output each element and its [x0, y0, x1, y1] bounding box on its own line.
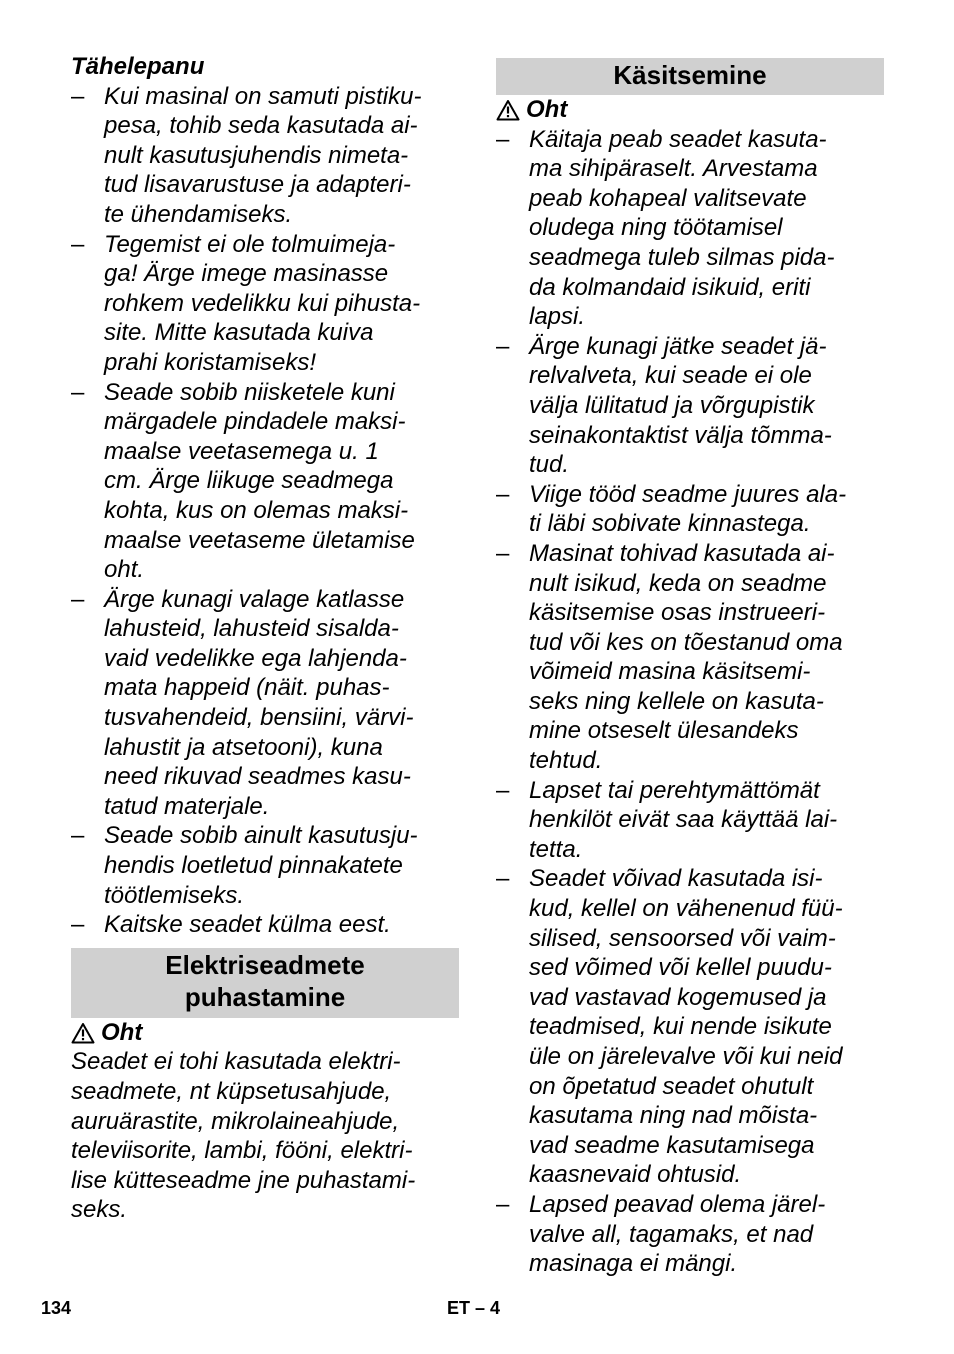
list-item [71, 585, 459, 822]
list-item-line: on õpetatud seadet ohutult [529, 1072, 814, 1100]
list-item-line: lahusteid, lahusteid sisalda- [104, 615, 399, 643]
list-item-line: Seade sobib ainult kasutusju- [104, 822, 418, 850]
dash-bullet: – [496, 1190, 510, 1218]
list-item-line: Kui masinal on samuti pistiku- [104, 82, 422, 110]
left-column [71, 52, 459, 1225]
dash-bullet: – [71, 82, 85, 110]
list-item-line: lapsi. [529, 303, 586, 331]
dash-bullet: – [71, 585, 85, 613]
danger-label-text: Oht [101, 1018, 143, 1046]
warning-triangle-icon [71, 1022, 95, 1044]
list-item-line: maalse veetaseme ületamise [104, 526, 415, 554]
list-item [496, 332, 884, 480]
list-item-line: sed võimed või kellel puudu- [529, 954, 832, 982]
list-item-line: need rikuvad seadmes kasu- [104, 763, 411, 791]
attention-title: Tähelepanu [71, 53, 205, 80]
list-item-line: välja lülitatud ja võrgupistik [529, 391, 815, 419]
list-item-line: Kaitske seadet külma eest. [104, 911, 391, 939]
list-item [496, 125, 884, 332]
list-item-line: tetta. [529, 835, 583, 863]
list-item-line: üle on järelevalve või kui neid [529, 1043, 843, 1070]
list-item-line: vad vastavad kogemused ja [529, 983, 827, 1011]
danger-paragraph [71, 1047, 459, 1225]
list-item-line: seks ning kellele on kasuta- [529, 687, 824, 715]
dash-bullet: – [71, 230, 85, 258]
paragraph-line: seks. [71, 1196, 128, 1224]
dash-bullet: – [71, 378, 85, 406]
list-item-line: Viige tööd seadme juures ala- [529, 480, 847, 508]
list-item-line: vad seadme kasutamisega [529, 1131, 815, 1159]
list-item-line: märgadele pindadele maksi- [104, 408, 406, 436]
right-column [496, 52, 884, 1279]
list-item-line: võimeid masina käsitsemi- [529, 658, 811, 686]
list-item-line: henkilöt eivät saa käyttää lai- [529, 806, 838, 834]
list-item-line: oht. [104, 556, 145, 584]
list-item-line: prahi koristamiseks! [104, 348, 317, 376]
list-item-line: silised, sensoorsed või vaim- [529, 924, 836, 952]
list-item-line: Ärge kunagi valage katlasse [104, 585, 405, 613]
list-item [496, 776, 884, 865]
list-item-line: Seade sobib niisketele kuni [104, 378, 395, 406]
list-item-line: töötlemiseks. [104, 881, 245, 909]
list-item [496, 480, 884, 539]
list-item [71, 230, 459, 378]
heading-line: Elektriseadmete [165, 949, 365, 980]
list-item-line: cm. Ärge liikuge seadmega [104, 467, 394, 495]
section-heading-handling: Käsitsemine [496, 58, 884, 95]
list-item-line: seinakontaktist välja tõmma- [529, 421, 832, 449]
paragraph-line: auruärastite, mikrolaineahjude, [71, 1107, 400, 1135]
list-item-line: oludega ning töötamisel [529, 214, 783, 242]
list-item-line: kasutama ning nad mõista- [529, 1102, 818, 1130]
paragraph-line: lise kütteseadme jne puhastami- [71, 1166, 416, 1194]
list-item-line: hendis loetletud pinnakatete [104, 852, 403, 880]
list-item [496, 1190, 884, 1279]
paragraph-line: televiisorite, lambi, fööni, elektri- [71, 1137, 413, 1165]
danger-label [496, 95, 884, 125]
list-item-line: Tegemist ei ole tolmuimeja- [104, 230, 396, 258]
footer-section-label: ET – 4 [447, 1298, 501, 1318]
list-item-line: peab kohapeal valitsevate [529, 184, 807, 212]
warning-triangle-icon [496, 99, 520, 121]
list-item [71, 910, 459, 940]
list-item-line: nult kasutusjuhendis nimeta- [104, 141, 409, 169]
list-item-line: kud, kellel on vähenenud füü- [529, 895, 843, 923]
list-item-line: ma sihipäraselt. Arvestama [529, 155, 818, 183]
list-item-line: kaasnevaid ohtusid. [529, 1161, 742, 1189]
dash-bullet: – [496, 332, 510, 360]
list-item-line: relvalveta, kui seade ei ole [529, 362, 812, 390]
list-item-line: teadmised, kui nende isikute [529, 1013, 832, 1041]
danger-label-text: Oht [526, 96, 568, 123]
list-item-line: ti läbi sobivate kinnastega. [529, 510, 811, 538]
list-item-line: te ühendamiseks. [104, 200, 293, 228]
list-item [496, 864, 884, 1190]
dash-bullet: – [496, 539, 510, 567]
list-item-line: Lapset tai perehtymättömät [529, 776, 820, 804]
list-item-line: kohta, kus on olemas maksi- [104, 496, 409, 524]
dash-bullet: – [71, 911, 85, 939]
list-item-line: tehtud. [529, 747, 603, 775]
list-item [71, 82, 459, 230]
paragraph-line: seadmete, nt küpsetusahjude, [71, 1078, 392, 1105]
list-item [496, 539, 884, 776]
list-item-line: lahustit ja atsetooni), kuna [104, 733, 383, 761]
list-item-line: nult isikud, keda on seadme [529, 569, 827, 597]
dash-bullet: – [496, 865, 510, 893]
dash-bullet: – [496, 125, 510, 153]
attention-list [71, 82, 459, 940]
list-item-line: tatud materjale. [104, 792, 270, 820]
list-item-line: rohkem vedelikku kui pihusta- [104, 289, 421, 317]
list-item-line: käsitsemise osas instrueeri- [529, 599, 826, 627]
list-item-line: Ärge kunagi jätke seadet jä- [529, 332, 827, 360]
list-item-line: tud lisavarustuse ja adapteri- [104, 171, 411, 199]
handling-list [496, 125, 884, 1279]
list-item-line: vaid vedelikke ega lahjenda- [104, 644, 407, 672]
dash-bullet: – [496, 480, 510, 508]
list-item-line: Lapsed peavad olema järel- [529, 1190, 826, 1218]
list-item-line: da kolmandaid isikuid, eriti [529, 273, 811, 301]
list-item-line: pesa, tohib seda kasutada ai- [104, 112, 418, 140]
list-item-line: Käitaja peab seadet kasuta- [529, 125, 827, 153]
list-item-line: ga! Ärge imege masinasse [104, 260, 389, 288]
heading-line: puhastamine [184, 981, 346, 1012]
list-item-line: seadmega tuleb silmas pida- [529, 243, 835, 271]
list-item-line: tud. [529, 451, 570, 479]
list-item-line: mine otseselt ülesandeks [529, 717, 799, 745]
list-item-line: tusvahendeid, bensiini, värvi- [104, 704, 414, 732]
list-item [71, 378, 459, 585]
section-heading-electrical [71, 948, 459, 1018]
danger-label [71, 1018, 459, 1048]
list-item-line: maalse veetasemega u. 1 [104, 437, 379, 465]
paragraph-line: Seadet ei tohi kasutada elektri- [71, 1048, 401, 1076]
dash-bullet: – [71, 822, 85, 850]
list-item-line: Seadet võivad kasutada isi- [529, 865, 823, 893]
list-item-line: masinaga ei mängi. [529, 1250, 738, 1278]
list-item-line: mata happeid (näit. puhas- [104, 674, 390, 702]
list-item-line: site. Mitte kasutada kuiva [104, 319, 374, 347]
list-item-line: tud või kes on tõestanud oma [529, 628, 843, 656]
page-number: 134 [41, 1298, 72, 1318]
list-item [71, 821, 459, 910]
list-item-line: valve all, tagamaks, et nad [529, 1220, 814, 1248]
list-item-line: Masinat tohivad kasutada ai- [529, 539, 835, 567]
dash-bullet: – [496, 776, 510, 804]
